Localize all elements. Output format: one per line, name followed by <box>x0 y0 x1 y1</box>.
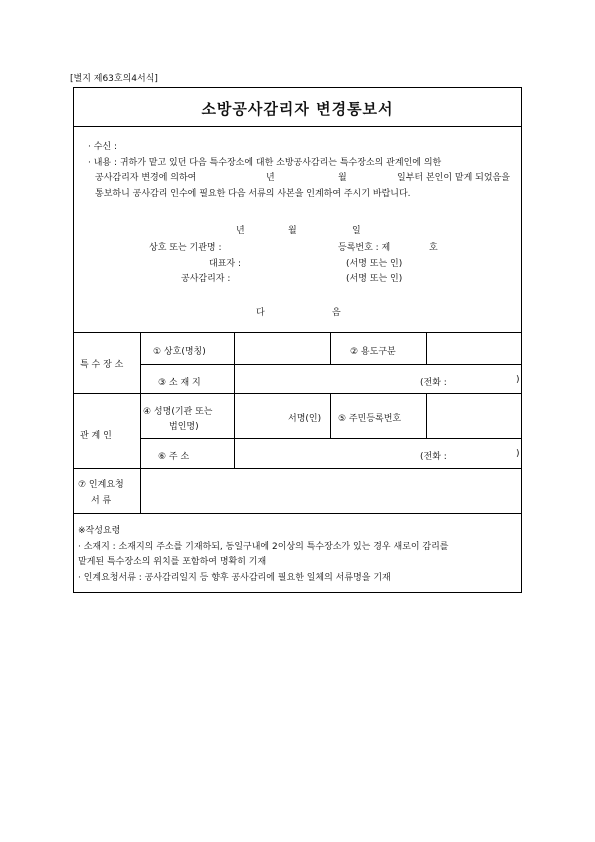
address-phone-close: ) <box>516 449 520 459</box>
stakeholder-header: 관 계 인 <box>80 431 112 441</box>
row-divider-1 <box>140 364 521 365</box>
row-divider-4 <box>74 468 521 469</box>
resident-number-label: ⑤ 주민등록번호 <box>338 414 402 424</box>
representative-label: 대표자 : <box>209 259 241 269</box>
date-month: 월 <box>288 226 297 236</box>
registration-number-suffix: 호 <box>429 243 438 253</box>
content-line-2a: 공사감리자 변경에 의하여 <box>95 173 197 183</box>
notes-line-3: · 인계요청서류 : 공사감리일지 등 향후 공사감리에 필요한 일체의 서류명을 기재 <box>78 573 391 583</box>
location-phone-close: ) <box>516 375 520 385</box>
col-divider-main <box>140 332 141 513</box>
location-phone-open: (전화 : <box>420 378 447 388</box>
form-number-label: [별지 제63호의4서식] <box>70 74 158 84</box>
below-da: 다 <box>256 308 265 318</box>
name-label-line-1: ④ 성명(기관 또는 <box>143 407 213 417</box>
content-line-2b: 일부터 본인이 맡게 되었음을 <box>397 173 510 183</box>
recipient-label: · 수신 : <box>88 142 118 152</box>
date-year: 년 <box>236 226 245 236</box>
date-day: 일 <box>352 226 361 236</box>
address-phone-open: (전화 : <box>420 452 447 462</box>
content-line-3: 통보하니 공사감리 인수에 필요한 다음 서류의 사본을 인계하여 주시기 바랍니다. <box>95 189 411 199</box>
col-divider-resident-right <box>426 393 427 438</box>
title-row <box>74 88 521 127</box>
col-divider-label <box>234 332 235 468</box>
representative-signature: (서명 또는 인) <box>346 259 403 269</box>
signature-seal: 서명(인) <box>288 414 322 424</box>
notification-form <box>73 87 522 593</box>
registration-number-label: 등록번호 : 제 <box>338 243 391 253</box>
handover-label-line-1: ⑦ 인계요청 <box>78 480 124 490</box>
form-title: 소방공사감리자 변경통보서 <box>201 100 394 118</box>
row-divider-2 <box>74 393 521 394</box>
col-divider-usage-right <box>426 332 427 364</box>
content-line-2-year: 년 <box>266 173 275 183</box>
supervisor-signature: (서명 또는 인) <box>346 274 403 284</box>
table-bottom-border <box>74 513 521 514</box>
trade-name-label: ① 상호(명칭) <box>153 347 206 357</box>
col-divider-usage-left <box>330 332 331 364</box>
notes-line-1: · 소재지 : 소재지의 주소를 기재하되, 동일구내에 2이상의 특수장소가 있는 경우 새로이 감리를 <box>78 542 449 552</box>
company-name-label: 상호 또는 기관명 : <box>149 243 222 253</box>
notes-heading: ※작성요령 <box>78 526 121 536</box>
address-label: ⑥ 주 소 <box>158 452 190 462</box>
content-line-2-month: 월 <box>338 173 347 183</box>
below-eum: 음 <box>332 308 341 318</box>
usage-label: ② 용도구분 <box>350 347 396 357</box>
row-divider-3 <box>140 438 521 439</box>
name-label-line-2: 법인명) <box>169 422 199 432</box>
table-top-border <box>74 332 521 333</box>
special-place-header: 특 수 장 소 <box>80 360 124 370</box>
supervisor-label: 공사감리자 : <box>181 274 231 284</box>
col-divider-resident-left <box>330 393 331 438</box>
handover-label-line-2: 서 류 <box>91 496 112 506</box>
location-label: ③ 소 재 지 <box>158 378 201 388</box>
content-line-1: · 내용 : 귀하가 맡고 있던 다음 특수장소에 대한 소방공사감리는 특수장소의 관계인에 의한 <box>88 158 442 168</box>
notes-line-2: 맡게된 특수장소의 위치를 포함하여 명확히 기재 <box>78 557 267 567</box>
